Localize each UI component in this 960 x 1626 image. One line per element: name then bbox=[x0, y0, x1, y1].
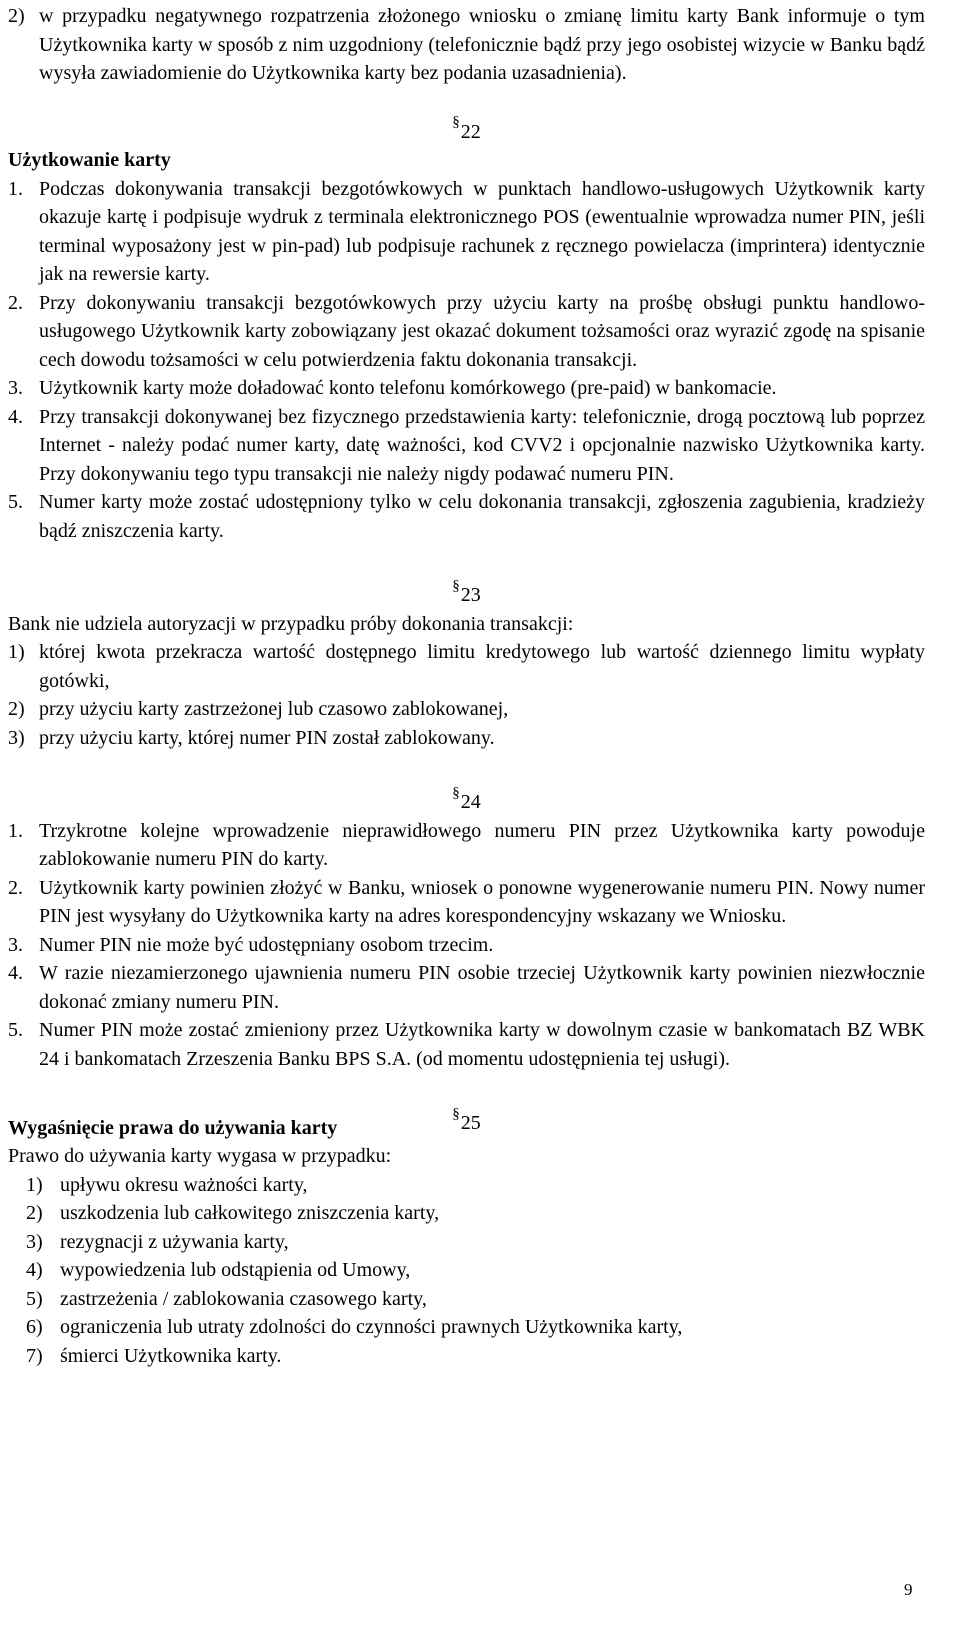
section-number: 24 bbox=[460, 791, 481, 813]
page-number: 9 bbox=[904, 1580, 913, 1599]
section-number: 25 bbox=[460, 1112, 481, 1134]
list-item bbox=[8, 1171, 925, 1200]
item-text: Trzykrotne kolejne wprowadzenie nieprawidłowego numeru PIN przez Użytkownika karty powoduje zablokowanie numeru PIN do karty. bbox=[39, 819, 925, 870]
list-item bbox=[8, 1342, 925, 1371]
list-item bbox=[8, 874, 925, 931]
item-text: Podczas dokonywania transakcji bezgotówkowych w punktach handlowo-usługowych Użytkownik karty okazuje kartę i podpisuje wydruk z terminala elektronicznego POS (ewentualnie wprowadza numer PIN, jeśli terminal wyposażony jest w pin-pad) lub podpisuje rachunek z ręcznego powielacza (imprintera) identycznie jak na rewersie karty. bbox=[39, 177, 925, 285]
list-item bbox=[8, 1256, 925, 1285]
list-item bbox=[8, 1199, 925, 1228]
list-item bbox=[8, 638, 925, 695]
item-text: Przy dokonywaniu transakcji bezgotówkowych przy użyciu karty na prośbę obsługi punktu handlowo-usługowego Użytkownik karty zobowiązany jest okazać dokument tożsamości oraz wyrazić zgodę na spisanie cech dowodu tożsamości w celu potwierdzenia faktu dokonania transakcji. bbox=[39, 291, 925, 371]
item-number: 3) bbox=[26, 1230, 43, 1253]
list-item bbox=[8, 2, 925, 88]
section-23-number bbox=[8, 577, 925, 610]
item-number: 1) bbox=[8, 641, 25, 663]
section-symbol: § bbox=[452, 1105, 460, 1122]
section-symbol: § bbox=[452, 784, 460, 801]
list-item bbox=[8, 403, 925, 489]
list-item bbox=[8, 1313, 925, 1342]
section-symbol: § bbox=[452, 577, 460, 594]
section-22-number bbox=[8, 114, 925, 147]
item-number: 5. bbox=[8, 491, 23, 513]
item-number: 2) bbox=[26, 1202, 43, 1224]
list-item bbox=[8, 931, 925, 960]
list-item bbox=[8, 374, 925, 403]
list-item bbox=[8, 289, 925, 375]
item-number: 4. bbox=[8, 962, 23, 984]
item-text: Numer PIN może zostać zmieniony przez Użytkownika karty w dowolnym czasie w bankomatach BZ WBK 24 i bankomatach Zrzeszenia Banku BPS S.A. (od momentu udostępnienia tej usługi). bbox=[39, 1019, 925, 1070]
section-25-heading: Wygaśnięcie prawa do używania karty bbox=[8, 1116, 338, 1139]
item-number: 2) bbox=[8, 698, 25, 720]
section-22-list bbox=[8, 175, 925, 546]
item-text: w przypadku negatywnego rozpatrzenia złożonego wniosku o zmianę limitu karty Bank informuje o tym Użytkownika karty w sposób z nim uzgodniony (telefonicznie bądź przy jego osobistej wizycie w Banku bądź wysyła zawiadomienie do Użytkownika karty bez podania uzasadnienia). bbox=[39, 5, 925, 84]
item-number: 3. bbox=[8, 933, 23, 956]
item-text: zastrzeżenia / zablokowania czasowego karty, bbox=[60, 1287, 427, 1310]
list-item bbox=[8, 724, 925, 753]
item-text: Numer PIN nie może być udostępniany osobom trzecim. bbox=[39, 933, 494, 956]
section-number: 23 bbox=[460, 584, 481, 606]
item-number: 7) bbox=[26, 1344, 43, 1367]
list-item bbox=[8, 488, 925, 545]
item-number: 1. bbox=[8, 819, 23, 842]
item-text: Użytkownik karty powinien złożyć w Banku, wniosek o ponowne wygenerowanie numeru PIN. Nowy numer PIN jest wysyłany do Użytkownika karty na adres korespondencyjny wskazany we Wniosku. bbox=[39, 876, 925, 927]
section-25-intro: Prawo do używania karty wygasa w przypadku: bbox=[8, 1145, 392, 1167]
item-number: 2. bbox=[8, 291, 23, 314]
item-text: wypowiedzenia lub odstąpienia od Umowy, bbox=[60, 1259, 411, 1281]
document-page bbox=[8, 2, 925, 1370]
section-24-list bbox=[8, 817, 925, 1074]
item-number: 2. bbox=[8, 876, 23, 899]
list-item bbox=[8, 1285, 925, 1314]
list-item bbox=[8, 817, 925, 874]
item-number: 3) bbox=[8, 726, 25, 749]
section-23-list bbox=[8, 638, 925, 752]
item-text: rezygnacji z używania karty, bbox=[60, 1230, 289, 1253]
section-25-number bbox=[8, 1105, 925, 1138]
item-number: 5) bbox=[26, 1287, 43, 1310]
item-text: Numer karty może zostać udostępniony tylko w celu dokonania transakcji, zgłoszenia zagubienia, kradzieży bądź zniszczenia karty. bbox=[39, 491, 925, 542]
item-number: 4. bbox=[8, 405, 23, 428]
item-text: uszkodzenia lub całkowitego zniszczenia karty, bbox=[60, 1202, 440, 1224]
item-number: 3. bbox=[8, 377, 23, 399]
item-text: przy użyciu karty zastrzeżonej lub czasowo zablokowanej, bbox=[39, 698, 509, 720]
list-item bbox=[8, 1228, 925, 1257]
section-22-heading: Użytkowanie karty bbox=[8, 149, 171, 171]
list-item bbox=[8, 695, 925, 724]
list-item bbox=[8, 959, 925, 1016]
section-symbol: § bbox=[452, 114, 460, 130]
item-text: śmierci Użytkownika karty. bbox=[60, 1344, 282, 1367]
item-text: której kwota przekracza wartość dostępnego limitu kredytowego lub wartość dziennego limitu wypłaty gotówki, bbox=[39, 641, 925, 692]
list-item bbox=[8, 175, 925, 289]
item-text: upływu okresu ważności karty, bbox=[60, 1173, 308, 1196]
item-number: 2) bbox=[8, 5, 25, 27]
list-item bbox=[8, 1016, 925, 1073]
item-number: 1) bbox=[26, 1173, 43, 1196]
item-number: 4) bbox=[26, 1259, 43, 1281]
item-text: Użytkownik karty może doładować konto telefonu komórkowego (pre-paid) w bankomacie. bbox=[39, 377, 777, 399]
section-number: 22 bbox=[460, 120, 481, 143]
item-number: 1. bbox=[8, 177, 23, 200]
item-number: 5. bbox=[8, 1019, 23, 1041]
item-text: ograniczenia lub utraty zdolności do czynności prawnych Użytkownika karty, bbox=[60, 1316, 683, 1338]
section-23-intro: Bank nie udziela autoryzacji w przypadku próby dokonania transakcji: bbox=[8, 612, 574, 635]
section-24-number bbox=[8, 784, 925, 817]
item-text: Przy transakcji dokonywanej bez fizycznego przedstawienia karty: telefonicznie, drogą pocztową lub poprzez Internet - należy podać numer karty, datę ważności, kod CVV2 i opcjonalnie nazwisko Użytkownika karty. Przy dokonywaniu tego typu transakcji nie należy nigdy podawać numeru PIN. bbox=[39, 405, 925, 485]
item-text: przy użyciu karty, której numer PIN został zablokowany. bbox=[39, 726, 495, 749]
item-text: W razie niezamierzonego ujawnienia numeru PIN osobie trzeciej Użytkownik karty powinien niezwłocznie dokonać zmiany numeru PIN. bbox=[39, 962, 925, 1013]
item-number: 6) bbox=[26, 1316, 43, 1338]
section-25-list bbox=[8, 1171, 925, 1371]
